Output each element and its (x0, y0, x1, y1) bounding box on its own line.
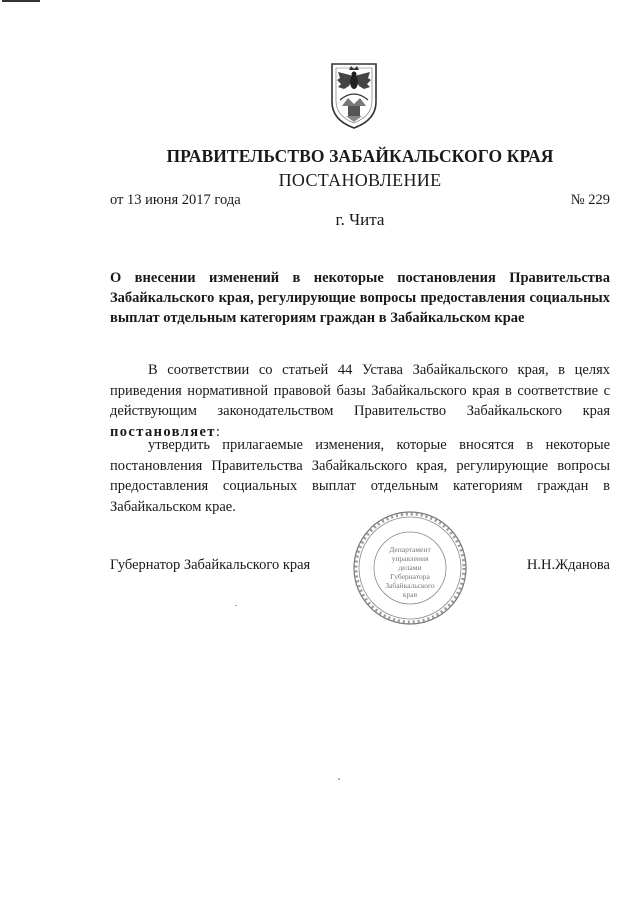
signatory-name: Н.Н.Жданова (526, 557, 610, 573)
preamble-text: В соответствии со статьей 44 Устава Забайкальского края, в целях приведения нормативной правовой базы Забайкальского края в соответствие с действующим законодательством Правительство Забайкальского края (110, 362, 610, 419)
scan-speck (338, 778, 340, 780)
preamble-paragraph (110, 360, 610, 442)
government-title: ПРАВИТЕЛЬСТВО ЗАБАЙКАЛЬСКОГО КРАЯ (166, 146, 554, 166)
decree-colon: : (215, 423, 220, 440)
resolution-paragraph: утвердить прилагаемые изменения, которые вносятся в некоторые постановления Правительства Забайкальского края, регулирующие вопросы предоставления социальных выплат отдельным категориям граждан в Забайкальском крае. (110, 437, 610, 515)
svg-text:делами: делами (398, 563, 422, 572)
document-number: № 229 (570, 192, 610, 208)
document-type: ПОСТАНОВЛЕНИЕ (278, 170, 442, 190)
official-stamp (350, 508, 470, 628)
svg-text:Забайкальского: Забайкальского (385, 581, 435, 590)
signatory-role: Губернатор Забайкальского края (110, 557, 311, 573)
svg-text:Губернатора: Губернатора (390, 572, 430, 581)
document-subject: О внесении изменений в некоторые постановления Правительства Забайкальского края, регулирующие вопросы предоставления социальных выплат отдельным категориям граждан в Забайкальском крае (110, 270, 610, 326)
document-date: от 13 июня 2017 года (110, 192, 241, 208)
coat-of-arms-icon (328, 58, 380, 130)
svg-text:управления: управления (391, 554, 429, 563)
svg-text:края: края (402, 590, 418, 599)
scan-speck (235, 605, 237, 606)
document-city: г. Чита (335, 210, 385, 229)
svg-text:Департамент: Департамент (389, 545, 431, 554)
scan-artifact-line (2, 0, 40, 2)
decree-word: постановляет (110, 423, 216, 440)
